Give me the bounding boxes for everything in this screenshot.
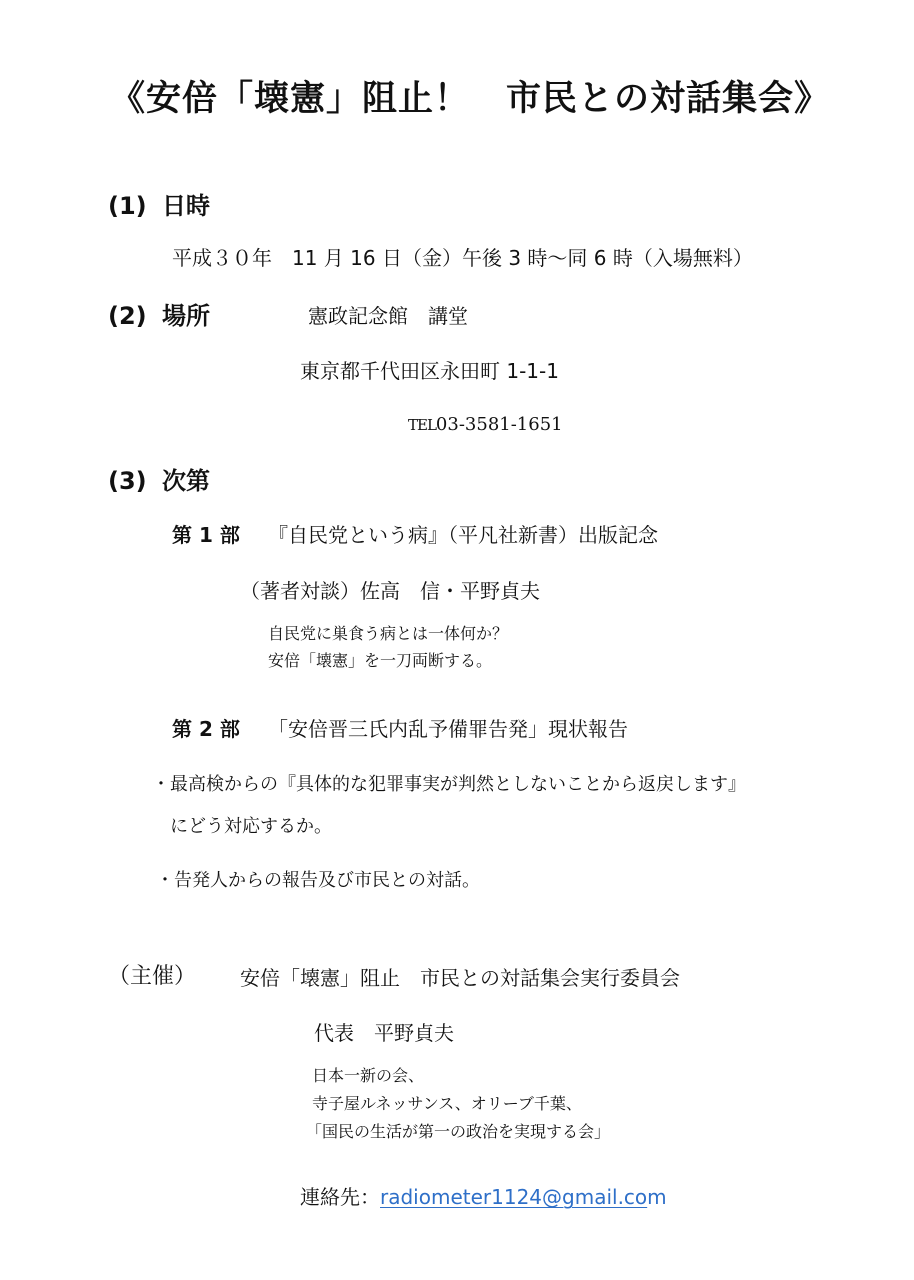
event-datetime: 平成３０年 11 月 16 日（金）午後 3 時〜同 6 時（入場無料） (172, 246, 753, 270)
event-address: 東京都千代田区永田町 1-1-1 (300, 359, 559, 383)
part-1-line-2: 安倍「壊憲」を一刀両断する。 (268, 651, 493, 670)
part-2-bullet-1-line-1: ・最高検からの『具体的な犯罪事実が判然としないことから返戻します』 (152, 774, 746, 795)
part-2-title: 「安倍晋三氏内乱予備罪告発」現状報告 (268, 717, 628, 741)
section-1-number: (1) (108, 192, 147, 220)
contact-label: 連絡先： (300, 1185, 380, 1209)
part-1-title: 『自民党という病』（平凡社新書）出版記念 (268, 523, 658, 547)
tel-prefix: TEL (408, 416, 436, 434)
organizer-label: （主催） (108, 964, 197, 989)
event-venue: 憲政記念館 講堂 (308, 304, 468, 328)
organizer-group-1: 日本一新の会、 (312, 1066, 425, 1085)
event-phone (408, 416, 563, 434)
page-title: 《安倍「壊憲」阻止！ 市民との対話集会》 (110, 79, 831, 119)
section-1-label: 日時 (162, 192, 210, 220)
organizer-group-3: 「国民の生活が第一の政治を実現する会」 (306, 1122, 611, 1141)
part-2-bullet-1-line-2: にどう対応するか。 (170, 816, 332, 837)
contact-line (300, 1187, 667, 1207)
part-2-bullet-2: ・告発人からの報告及び市民との対話。 (156, 870, 480, 891)
organizer-name: 安倍「壊憲」阻止 市民との対話集会実行委員会 (240, 966, 680, 990)
section-2-number: (2) (108, 302, 147, 330)
part-1-line-1: 自民党に巣食う病とは一体何か？ (268, 624, 509, 643)
contact-email-tail: m (647, 1185, 667, 1209)
contact-email-link[interactable]: radiometer1124@gmail.co (380, 1185, 648, 1209)
section-2-label: 場所 (162, 302, 210, 330)
section-3-number: (3) (108, 467, 147, 495)
section-3-label: 次第 (162, 467, 210, 495)
part-2-heading: 第 2 部 (172, 717, 240, 741)
tel-number: 03-3581-1651 (435, 414, 563, 435)
organizer-representative: 代表 平野貞夫 (314, 1021, 454, 1045)
part-1-dialogue: （著者対談）佐高 信・平野貞夫 (240, 579, 540, 603)
part-1-heading: 第 1 部 (172, 523, 240, 547)
organizer-group-2: 寺子屋ルネッサンス、オリーブ千葉、 (312, 1094, 582, 1113)
